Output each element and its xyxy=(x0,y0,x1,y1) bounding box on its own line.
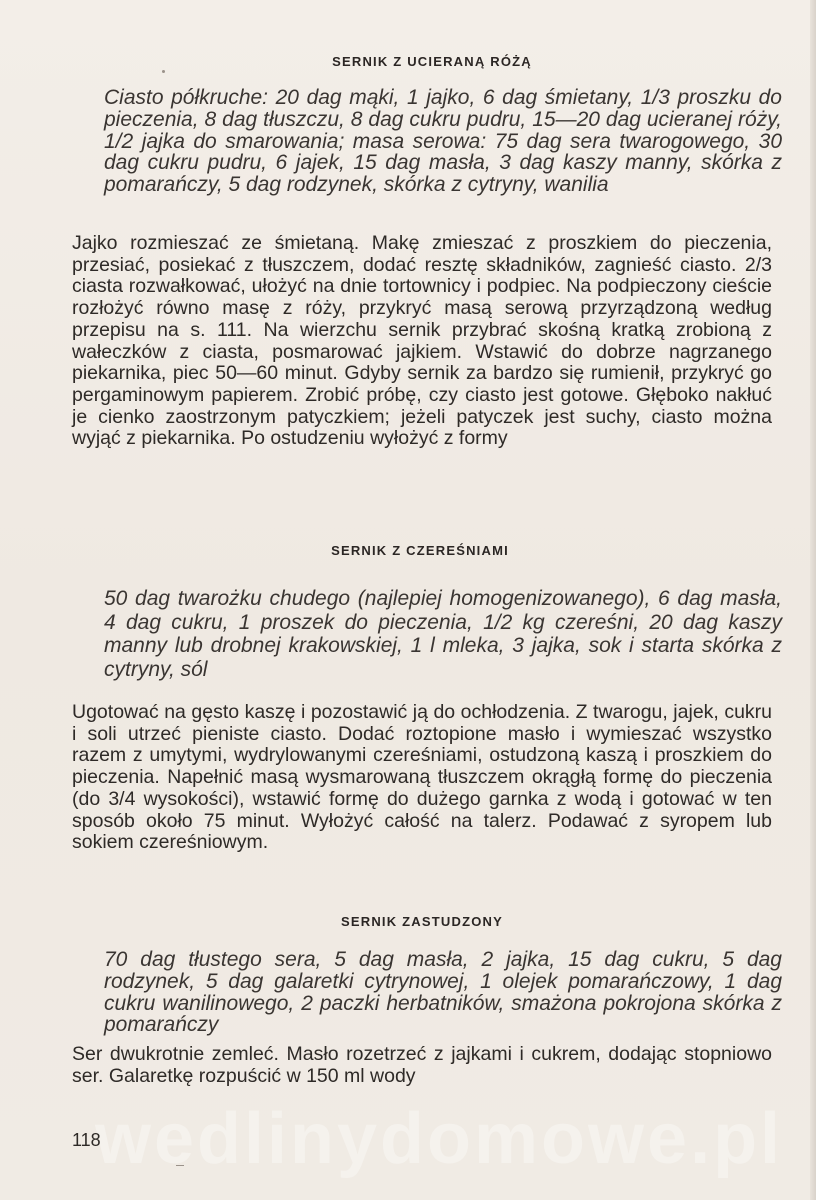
page-number: 118 xyxy=(72,1130,101,1150)
watermark: wedlinydomowe.pl xyxy=(95,1099,784,1179)
recipe-instructions: Ugotować na gęsto kaszę i pozostawić ją do ochłodzenia. Z twarogu, jajek, cukru i soli utrzeć pieniste ciasto. Dodać roztopione masło i wymieszać wszystko razem z umytymi, wydrylowanymi czereśniami, ostudzoną kaszą i proszkiem do pieczenia. Napełnić masą wysmarowaną tłuszczem okrągłą formę do pieczenia (do 3/4 wysokości), wstawić formę do dużego garnka z wodą i gotować w ten sposób około 75 minut. Wyłożyć całość na talerz. Podawać z syropem lub sokiem czereśniowym. xyxy=(72,701,772,854)
recipe-instructions: Jajko rozmieszać ze śmietaną. Makę zmieszać z proszkiem do pieczenia, przesiać, posiekać z tłuszczem, dodać resztę składników, zagnieść ciasto. 2/3 ciasta rozwałkować, ułożyć na dnie tortownicy i podpiec. Na podpieczony cieście rozłożyć równo masę z róży, przykryć masą serową przyrządzoną według przepisu na s. 111. Na wierzchu sernik przybrać skośną kratką zrobioną z wałeczków z ciasta, posmarować jajkiem. Wstawić do dobrze nagrzanego piekarnika, piec 50—60 minut. Gdyby sernik za bardzo się rumienił, przykryć go pergaminowym papierem. Zrobić próbę, czy ciasto jest gotowe. Głęboko nakłuć je cienko zaostrzonym patyczkiem; jeżeli patyczek jest suchy, ciasto można wyjąć z piekarnika. Po ostudzeniu wyłożyć z formy xyxy=(72,232,772,450)
recipe-ingredients: Ciasto półkruche: 20 dag mąki, 1 jajko, 6 dag śmietany, 1/3 proszku do pieczenia, 8 dag tłuszczu, 8 dag cukru pudru, 15—20 dag ucieranej róży, 1/2 jajka do smarowania; masa serowa: 75 dag sera twarogowego, 30 dag cukru pudru, 6 jajek, 15 dag masła, 3 dag kaszy manny, skórka z pomarańczy, 5 dag rodzynek, skórka z cytryny, wanilia xyxy=(104,86,782,197)
recipe-title: SERNIK Z CZEREŚNIAMI xyxy=(331,543,509,558)
recipe-ingredients: 70 dag tłustego sera, 5 dag masła, 2 jajka, 15 dag cukru, 5 dag rodzynek, 5 dag galaretki cytrynowej, 1 olejek pomarańczowy, 1 dag cukru wanilinowego, 2 paczki herbatników, smażona pokrojona skórka z pomarańczy xyxy=(104,948,782,1037)
recipe-instructions: Ser dwukrotnie zemleć. Masło rozetrzeć z jajkami i cukrem, dodając stopniowo ser. Galaretkę rozpuścić w 150 ml wody xyxy=(72,1043,772,1087)
page-edge-shadow xyxy=(810,0,816,1200)
speck xyxy=(162,70,165,73)
recipe-title: SERNIK Z UCIERANĄ RÓŻĄ xyxy=(332,54,532,69)
recipe-ingredients: 50 dag twarożku chudego (najlepiej homogenizowanego), 6 dag masła, 4 dag cukru, 1 proszek do pieczenia, 1/2 kg czereśni, 20 dag kaszy manny lub drobnej krakowskiej, 1 l mleka, 3 jajka, sok i starta skórka z cytryny, sól xyxy=(104,587,782,681)
recipe-title: SERNIK ZASTUDZONY xyxy=(341,914,503,929)
